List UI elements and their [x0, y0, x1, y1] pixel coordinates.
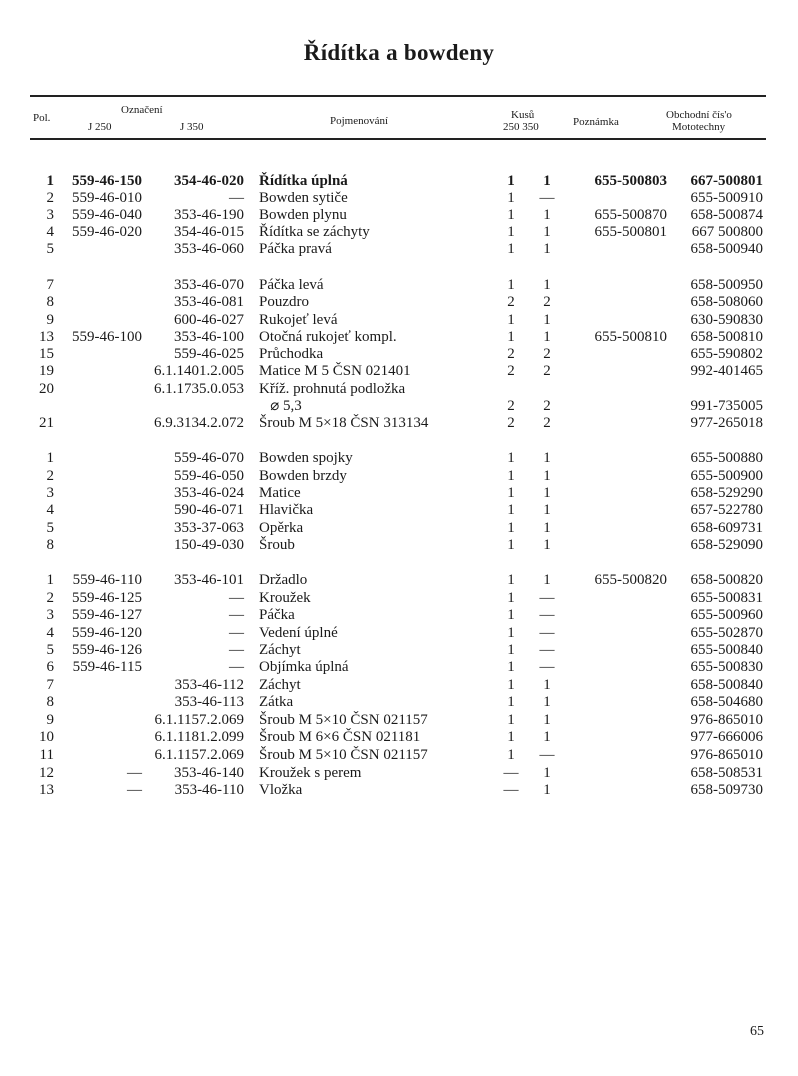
row-name: Vložka — [259, 782, 303, 798]
row-trade-code: 630-590830 — [690, 312, 763, 328]
row-qty-350: 1 — [543, 537, 551, 553]
table-row — [0, 328, 798, 346]
row-qty-250: — — [503, 765, 519, 781]
row-qty-250: 1 — [507, 659, 515, 675]
table-row — [0, 311, 798, 329]
table-row — [0, 414, 798, 432]
row-code-j350: 353-46-140 — [174, 765, 244, 781]
row-name: Bowden sytiče — [259, 190, 348, 206]
row-qty-350: — — [539, 642, 555, 658]
table-row — [0, 276, 798, 294]
row-qty-250: 1 — [507, 468, 515, 484]
header-j250: J 250 — [88, 121, 112, 133]
row-qty-350: 1 — [543, 329, 551, 345]
row-qty-250: 1 — [507, 502, 515, 518]
header-code-line1: Obchodní čís'o — [666, 109, 732, 121]
row-code-j350: — — [229, 590, 244, 606]
row-qty-250: 1 — [507, 190, 515, 206]
row-trade-code: 655-500830 — [690, 659, 763, 675]
row-trade-code: 658-504680 — [690, 694, 763, 710]
row-qty-350: — — [539, 590, 555, 606]
row-position: 12 — [39, 765, 54, 781]
row-code-j250: 559-46-020 — [72, 224, 142, 240]
row-name: Šroub M 5×18 ČSN 313134 — [259, 415, 429, 431]
row-note: 655-500803 — [594, 173, 667, 189]
page-title: Řídítka a bowdeny — [303, 40, 495, 65]
row-position: 5 — [46, 241, 54, 257]
row-trade-code: 655-500960 — [690, 607, 763, 623]
row-qty-250: 1 — [507, 694, 515, 710]
row-code-j350: — — [229, 659, 244, 675]
row-code-j350: 354-46-020 — [174, 173, 244, 189]
table-row — [0, 728, 798, 746]
row-qty-350: — — [539, 625, 555, 641]
row-name: Hlavička — [259, 502, 314, 518]
row-name: Držadlo — [259, 572, 308, 588]
row-trade-code: 655-500900 — [690, 468, 763, 484]
row-name: Průchodka — [259, 346, 324, 362]
table-row — [0, 501, 798, 519]
row-position: 2 — [46, 590, 54, 606]
table-row — [0, 589, 798, 607]
table-row — [0, 484, 798, 502]
row-name: Záchyt — [259, 642, 301, 658]
row-trade-code: 976-865010 — [690, 712, 763, 728]
row-trade-code: 667-500801 — [690, 173, 763, 189]
row-position: 8 — [46, 537, 54, 553]
row-name: Opěrka — [259, 520, 304, 536]
table-row — [0, 606, 798, 624]
row-code-j350: 353-46-070 — [174, 277, 244, 293]
row-code-j350: 150-49-030 — [174, 537, 244, 553]
row-position: 10 — [39, 729, 54, 745]
row-trade-code: 991-735005 — [690, 398, 763, 414]
table-row — [0, 397, 798, 415]
row-name: Kříž. prohnutá podložka — [259, 381, 406, 397]
row-name: Kroužek — [259, 590, 311, 606]
row-qty-250: 1 — [507, 224, 515, 240]
row-qty-250: 1 — [507, 241, 515, 257]
row-position: 3 — [46, 607, 54, 623]
table-row — [0, 536, 798, 554]
row-name: Vedení úplné — [259, 625, 338, 641]
row-code-j250: 559-46-127 — [72, 607, 142, 623]
row-qty-350: 1 — [543, 312, 551, 328]
row-trade-code: 658-500950 — [690, 277, 763, 293]
row-qty-350: — — [539, 747, 555, 763]
table-row — [0, 676, 798, 694]
row-trade-code: 658-508060 — [690, 294, 763, 310]
row-position: 6 — [46, 659, 54, 675]
row-qty-250: 1 — [507, 677, 515, 693]
header-j350: J 350 — [180, 121, 204, 133]
table-row — [0, 571, 798, 589]
row-name: Matice M 5 ČSN 021401 — [259, 363, 411, 379]
row-code-j250: 559-46-126 — [72, 642, 142, 658]
row-position: 13 — [39, 329, 54, 345]
row-qty-250: — — [503, 782, 519, 798]
row-qty-350: 1 — [543, 450, 551, 466]
table-row — [0, 519, 798, 537]
row-trade-code: 658-500810 — [690, 329, 763, 345]
row-name: Páčka pravá — [259, 241, 332, 257]
row-code-j350: 353-46-101 — [174, 572, 244, 588]
row-trade-code: 977-666006 — [690, 729, 763, 745]
row-code-j350: — — [229, 190, 244, 206]
header-name: Pojmenování — [330, 115, 389, 127]
row-qty-250: 1 — [507, 329, 515, 345]
row-qty-350: 1 — [543, 572, 551, 588]
row-qty-250: 1 — [507, 312, 515, 328]
row-qty-250: 2 — [507, 294, 515, 310]
table-row — [0, 711, 798, 729]
row-qty-250: 2 — [507, 415, 515, 431]
row-position: 1 — [46, 450, 54, 466]
row-qty-350: 2 — [543, 398, 551, 414]
row-qty-350: 1 — [543, 485, 551, 501]
row-name: Šroub — [259, 537, 295, 553]
row-position: 3 — [46, 207, 54, 223]
row-code-j350: 559-46-070 — [174, 450, 244, 466]
row-qty-250: 1 — [507, 590, 515, 606]
row-code-j350: 6.9.3134.2.072 — [154, 415, 244, 431]
row-position: 1 — [46, 572, 54, 588]
row-position: 13 — [39, 782, 54, 798]
row-qty-250: 1 — [507, 537, 515, 553]
row-position: 8 — [46, 694, 54, 710]
table-row — [0, 240, 798, 258]
row-trade-code: 658-500820 — [690, 572, 763, 588]
row-qty-250: 1 — [507, 277, 515, 293]
row-trade-code: 977-265018 — [690, 415, 763, 431]
row-code-j350: 590-46-071 — [174, 502, 244, 518]
row-code-j350: 6.1.1401.2.005 — [154, 363, 244, 379]
header-code-line2: Mototechny — [672, 121, 726, 133]
row-position: 4 — [46, 625, 54, 641]
row-name: ⌀ 5,3 — [259, 398, 302, 414]
table-row — [0, 641, 798, 659]
header-pos: Pol. — [33, 112, 51, 124]
row-code-j350: — — [229, 625, 244, 641]
row-note: 655-500810 — [594, 329, 667, 345]
row-qty-350: 1 — [543, 712, 551, 728]
row-position: 19 — [39, 363, 54, 379]
row-name: Šroub M 5×10 ČSN 021157 — [259, 747, 428, 763]
row-trade-code: 655-500910 — [690, 190, 763, 206]
row-code-j250: 559-46-010 — [72, 190, 142, 206]
header-kusu-cols: 250 350 — [503, 121, 539, 133]
row-qty-350: 1 — [543, 782, 551, 798]
row-qty-350: 1 — [543, 729, 551, 745]
row-position: 3 — [46, 485, 54, 501]
row-code-j350: 353-46-060 — [174, 241, 244, 257]
row-qty-250: 1 — [507, 625, 515, 641]
row-trade-code: 658-529290 — [690, 485, 763, 501]
row-name: Rukojeť levá — [259, 312, 338, 328]
table-row — [0, 693, 798, 711]
row-code-j350: 353-46-024 — [174, 485, 244, 501]
row-code-j350: — — [229, 642, 244, 658]
row-trade-code: 655-500831 — [690, 590, 763, 606]
row-code-j350: 600-46-027 — [174, 312, 244, 328]
row-position: 2 — [46, 468, 54, 484]
row-code-j250: — — [127, 782, 142, 798]
row-code-j350: 559-46-025 — [174, 346, 244, 362]
row-position: 9 — [46, 312, 54, 328]
row-qty-250: 2 — [507, 398, 515, 414]
row-position: 21 — [39, 415, 54, 431]
row-name: Bowden spojky — [259, 450, 353, 466]
row-code-j350: 353-46-081 — [174, 294, 244, 310]
row-name: Kroužek s perem — [259, 765, 362, 781]
row-qty-350: 1 — [543, 765, 551, 781]
row-code-j350: — — [229, 607, 244, 623]
row-code-j350: 353-46-110 — [174, 782, 244, 798]
row-position: 5 — [46, 642, 54, 658]
row-qty-350: 1 — [543, 241, 551, 257]
row-name: Záchyt — [259, 677, 301, 693]
header-bottom-rule — [30, 138, 766, 140]
row-name: Otočná rukojeť kompl. — [259, 329, 397, 345]
row-qty-250: 1 — [507, 485, 515, 501]
row-code-j350: 6.1.1181.2.099 — [154, 729, 244, 745]
table-row — [0, 345, 798, 363]
row-code-j250: 559-46-125 — [72, 590, 142, 606]
row-trade-code: 658-529090 — [690, 537, 763, 553]
row-trade-code: 655-502870 — [690, 625, 763, 641]
row-trade-code: 658-508531 — [690, 765, 763, 781]
row-position: 9 — [46, 712, 54, 728]
row-qty-250: 1 — [507, 642, 515, 658]
row-qty-350: 1 — [543, 502, 551, 518]
row-position: 11 — [39, 747, 54, 763]
row-qty-250: 1 — [507, 712, 515, 728]
row-note: 655-500870 — [594, 207, 667, 223]
row-name: Zátka — [259, 694, 294, 710]
row-position: 15 — [39, 346, 54, 362]
header-top-rule — [30, 95, 766, 97]
row-code-j350: 353-46-113 — [174, 694, 244, 710]
table-row — [0, 764, 798, 782]
row-code-j250: 559-46-115 — [72, 659, 142, 675]
row-qty-250: 1 — [507, 607, 515, 623]
row-code-j250: — — [127, 765, 142, 781]
row-code-j250: 559-46-100 — [72, 329, 142, 345]
header-note: Poznámka — [573, 116, 619, 128]
row-code-j350: 353-37-063 — [174, 520, 244, 536]
row-position: 8 — [46, 294, 54, 310]
table-row — [0, 467, 798, 485]
row-qty-250: 1 — [507, 747, 515, 763]
row-trade-code: 658-500940 — [690, 241, 763, 257]
row-name: Objímka úplná — [259, 659, 349, 675]
row-code-j250: 559-46-150 — [72, 173, 142, 189]
row-name: Šroub M 5×10 ČSN 021157 — [259, 712, 428, 728]
row-qty-350: 1 — [543, 468, 551, 484]
row-code-j350: 353-46-190 — [174, 207, 244, 223]
row-name: Řídítka se záchyty — [259, 224, 370, 240]
header-oznaceni: Označení — [121, 104, 163, 116]
row-code-j250: 559-46-040 — [72, 207, 142, 223]
table-row — [0, 380, 798, 398]
row-qty-250: 2 — [507, 363, 515, 379]
row-qty-350: 1 — [543, 520, 551, 536]
table-row — [0, 293, 798, 311]
row-position: 7 — [46, 277, 54, 293]
row-qty-250: 1 — [507, 729, 515, 745]
row-qty-350: 1 — [543, 207, 551, 223]
row-code-j350: 559-46-050 — [174, 468, 244, 484]
row-qty-250: 2 — [507, 346, 515, 362]
row-qty-350: — — [539, 190, 555, 206]
table-row — [0, 172, 798, 190]
row-trade-code: 992-401465 — [690, 363, 763, 379]
row-position: 2 — [46, 190, 54, 206]
row-code-j350: 353-46-112 — [174, 677, 244, 693]
row-name: Šroub M 6×6 ČSN 021181 — [259, 729, 421, 745]
row-qty-350: 2 — [543, 363, 551, 379]
row-note: 655-500820 — [594, 572, 667, 588]
row-position: 5 — [46, 520, 54, 536]
row-position: 4 — [46, 502, 54, 518]
row-trade-code: 658-500874 — [690, 207, 763, 223]
row-qty-350: 1 — [543, 224, 551, 240]
row-qty-350: — — [539, 607, 555, 623]
table-row — [0, 189, 798, 207]
row-position: 1 — [46, 173, 54, 189]
row-trade-code: 655-590802 — [690, 346, 763, 362]
table-row — [0, 746, 798, 764]
row-code-j350: 6.1.1157.2.069 — [154, 747, 244, 763]
row-trade-code: 658-500840 — [690, 677, 763, 693]
table-row — [0, 624, 798, 642]
row-qty-350: 2 — [543, 346, 551, 362]
row-trade-code: 657-522780 — [690, 502, 763, 518]
row-qty-350: — — [539, 659, 555, 675]
header-kusu: Kusů — [511, 109, 535, 121]
row-code-j350: 6.1.1735.0.053 — [154, 381, 244, 397]
row-qty-250: 1 — [507, 173, 515, 189]
row-qty-350: 2 — [543, 294, 551, 310]
row-name: Bowden brzdy — [259, 468, 347, 484]
row-trade-code: 658-609731 — [690, 520, 763, 536]
row-code-j350: 354-46-015 — [174, 224, 244, 240]
row-qty-350: 1 — [543, 277, 551, 293]
table-row — [0, 781, 798, 799]
row-code-j250: 559-46-110 — [72, 572, 142, 588]
row-code-j350: 353-46-100 — [174, 329, 244, 345]
row-note: 655-500801 — [594, 224, 667, 240]
row-trade-code: 655-500840 — [690, 642, 763, 658]
table-row — [0, 449, 798, 467]
row-trade-code: 655-500880 — [690, 450, 763, 466]
row-qty-250: 1 — [507, 520, 515, 536]
row-trade-code: 667 500800 — [691, 224, 763, 240]
row-name: Řídítka úplná — [259, 173, 348, 189]
page-number: 65 — [750, 1024, 764, 1039]
row-qty-350: 1 — [543, 677, 551, 693]
row-qty-250: 1 — [507, 207, 515, 223]
row-position: 4 — [46, 224, 54, 240]
row-name: Bowden plynu — [259, 207, 347, 223]
row-code-j250: 559-46-120 — [72, 625, 142, 641]
row-qty-250: 1 — [507, 572, 515, 588]
row-name: Pouzdro — [259, 294, 309, 310]
table-row — [0, 658, 798, 676]
row-position: 7 — [46, 677, 54, 693]
row-qty-350: 2 — [543, 415, 551, 431]
row-qty-350: 1 — [543, 694, 551, 710]
row-name: Páčka — [259, 607, 295, 623]
row-position: 20 — [39, 381, 54, 397]
row-code-j350: 6.1.1157.2.069 — [154, 712, 244, 728]
row-qty-350: 1 — [543, 173, 551, 189]
row-name: Páčka levá — [259, 277, 324, 293]
table-row — [0, 223, 798, 241]
row-name: Matice — [259, 485, 301, 501]
row-qty-250: 1 — [507, 450, 515, 466]
table-row — [0, 362, 798, 380]
table-row — [0, 206, 798, 224]
row-trade-code: 976-865010 — [690, 747, 763, 763]
row-trade-code: 658-509730 — [690, 782, 763, 798]
